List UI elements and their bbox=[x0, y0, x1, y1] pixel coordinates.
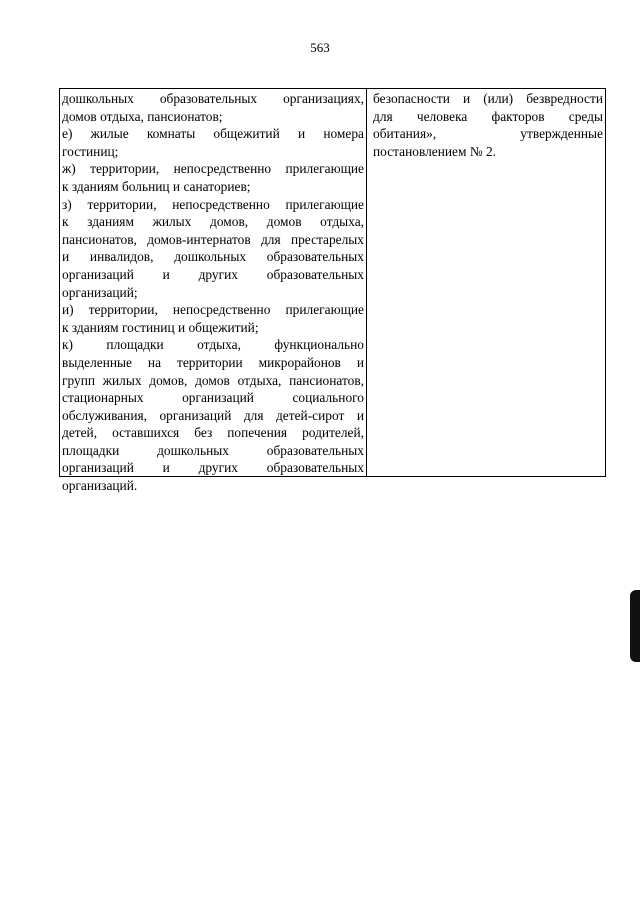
text-line: и инвалидов, дошкольных образовательных bbox=[62, 249, 364, 265]
text-line: организаций. bbox=[62, 478, 138, 494]
text-line: к зданиям жилых домов, домов отдыха, bbox=[62, 214, 364, 230]
text-line: ж) территории, непосредственно прилегающие bbox=[62, 161, 364, 177]
page-number: 563 bbox=[310, 40, 330, 55]
text-line: организаций и других образовательных bbox=[62, 460, 364, 476]
text-line: выделенные на территории микрорайонов и bbox=[62, 354, 364, 370]
text-line: стационарных организаций социального bbox=[62, 390, 364, 406]
text-line: групп жилых домов, домов отдыха, пансионатов, bbox=[62, 372, 364, 388]
text-line: организаций; bbox=[62, 284, 138, 300]
document-table bbox=[59, 88, 606, 494]
text-line: пансионатов, домов-интернатов для престарелых bbox=[62, 231, 364, 247]
scan-edge-mark bbox=[630, 590, 640, 662]
text-line: гостиниц; bbox=[62, 143, 119, 159]
text-line: и) территории, непосредственно прилегающие bbox=[62, 302, 364, 318]
text-line: дошкольных образовательных организациях, bbox=[62, 91, 364, 106]
text-line: к зданиям больниц и санаториев; bbox=[62, 178, 251, 194]
text-line: площадки дошкольных образовательных bbox=[62, 442, 364, 458]
text-line: з) территории, непосредственно прилегающие bbox=[62, 196, 364, 212]
text-line: к зданиям гостиниц и общежитий; bbox=[62, 319, 259, 335]
text-line: е) жилые комнаты общежитий и номера bbox=[62, 126, 364, 142]
table-cell-right bbox=[367, 89, 605, 476]
text-line: постановлением № 2. bbox=[373, 143, 496, 159]
text-line: организаций и других образовательных bbox=[62, 266, 364, 282]
text-line: для человека факторов среды bbox=[373, 108, 603, 124]
table-cell-left bbox=[60, 89, 367, 494]
text-line: обслуживания, организаций для детей-сирот и bbox=[62, 407, 364, 423]
text-line: к) площадки отдыха, функционально bbox=[62, 337, 364, 353]
text-line: домов отдыха, пансионатов; bbox=[62, 108, 223, 124]
text-line: детей, оставшихся без попечения родителей, bbox=[62, 425, 364, 441]
text-line: обитания», утвержденные bbox=[373, 126, 603, 142]
text-line: безопасности и (или) безвредности bbox=[373, 91, 603, 106]
